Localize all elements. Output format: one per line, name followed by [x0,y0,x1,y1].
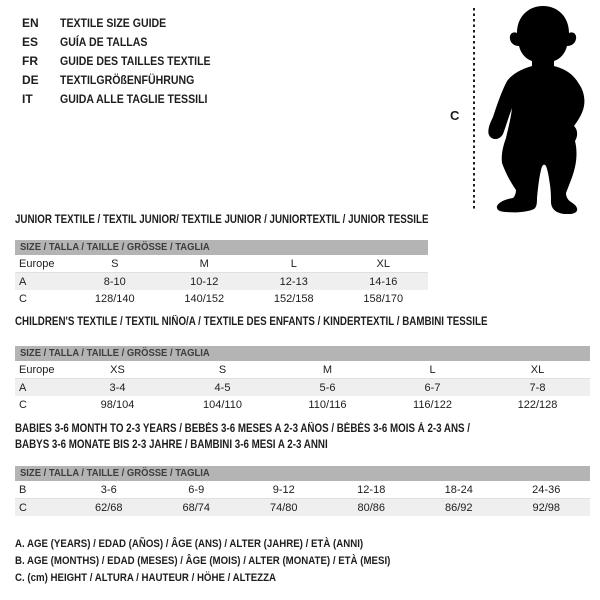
language-title: GUIDA ALLE TAGLIE TESSILI [60,92,208,106]
footnote: C. (cm) HEIGHT / ALTURA / HAUTEUR / HÖHE / ALTEZZA [15,572,277,584]
size-section-junior [15,212,428,307]
table-cell: XS [110,363,125,376]
size-header-label: SIZE / TALLA / TAILLE / GRÖSSE / TAGLIA [20,347,210,359]
table-cell: 68/74 [182,501,211,514]
language-code: ES [22,35,39,49]
table-row [15,379,590,397]
toddler-silhouette-image [481,2,595,214]
language-title: TEXTILGRÖßENFÜHRUNG [60,73,195,87]
table-cell: 62/68 [94,501,123,514]
table-cell: 12-18 [357,483,386,496]
table-cell: 7-8 [529,381,546,394]
row-label: Europe [19,363,55,376]
language-code: EN [22,16,39,30]
table-cell: L [290,257,297,270]
table-cell: 110/116 [308,398,347,411]
footnote-list [15,536,442,587]
table-cell: 24-36 [532,483,561,496]
height-measure-dashed-line [473,8,475,211]
language-row [22,52,231,71]
table-cell: 3-6 [100,483,117,496]
table-cell: 3-4 [109,381,126,394]
table-cell: 6-9 [188,483,205,496]
section-title: BABIES 3-6 MONTH TO 2-3 YEARS / BEBÉS 3-6 MESES A 2-3 AÑOS / BÉBÉS 3-6 MOIS À 2-3 ANS / [15,423,471,435]
size-table [15,361,590,413]
language-row [22,71,231,90]
size-header-bar [15,466,590,481]
size-section-children [15,314,590,413]
table-row [15,396,590,413]
language-code: DE [22,73,39,87]
size-header-bar [15,346,590,361]
language-list [22,14,231,109]
row-label: Europe [19,257,55,270]
height-measure-label: C [450,108,460,123]
size-table [15,481,590,516]
table-cell: 9-12 [272,483,295,496]
size-table [15,255,428,307]
table-cell: XL [530,363,545,376]
table-row [15,361,590,379]
table-cell: L [429,363,436,376]
table-row [15,481,590,499]
table-cell: 116/122 [413,398,452,411]
table-cell: 98/104 [100,398,135,411]
language-title: GUÍA DE TALLAS [60,35,148,49]
language-row [22,14,231,33]
row-label: B [19,483,27,496]
language-code: FR [22,54,38,68]
table-cell: M [199,257,209,270]
table-cell: XL [376,257,390,270]
row-label: A [19,381,27,394]
table-cell: 12-13 [279,275,308,288]
table-row [15,499,590,517]
row-label: C [19,501,27,514]
language-title: TEXTILE SIZE GUIDE [60,16,167,30]
footnote: B. AGE (MONTHS) / EDAD (MESES) / ÂGE (MOIS) / ALTER (MONATE) / ETÀ (MESI) [15,555,391,567]
row-label: C [19,292,27,305]
size-section-babies [15,421,590,516]
table-cell: 4-5 [214,381,231,394]
table-cell: 104/110 [203,398,242,411]
section-title: CHILDREN'S TEXTILE / TEXTIL NIÑO/A / TEXTILE DES ENFANTS / KINDERTEXTIL / BAMBINI TESSILE [15,316,488,328]
table-cell: 158/170 [363,292,404,305]
table-cell: 10-12 [190,275,219,288]
size-header-label: SIZE / TALLA / TAILLE / GRÖSSE / TAGLIA [20,467,210,479]
table-cell: 6-7 [424,381,441,394]
table-cell: 140/152 [184,292,225,305]
table-cell: S [218,363,227,376]
table-cell: 122/128 [517,398,558,411]
table-row [15,290,428,307]
language-row [22,90,231,109]
section-title: BABYS 3-6 MONATE BIS 2-3 JAHRE / BAMBINI 3-6 MESI A 2-3 ANNI [15,439,328,451]
size-header-bar [15,240,428,255]
footnote: A. AGE (YEARS) / EDAD (AÑOS) / ÂGE (ANS) / ALTER (JAHRE) / ETÀ (ANNI) [15,538,364,550]
language-row [22,33,231,52]
table-row [15,273,428,291]
table-cell: 92/98 [532,501,561,514]
row-label: A [19,275,27,288]
table-cell: 152/158 [273,292,314,305]
table-cell: S [111,257,119,270]
table-row [15,255,428,273]
table-cell: 74/80 [269,501,298,514]
table-cell: M [322,363,333,376]
section-title: JUNIOR TEXTILE / TEXTIL JUNIOR/ TEXTILE JUNIOR / JUNIORTEXTIL / JUNIOR TESSILE [15,214,429,226]
table-cell: 8-10 [103,275,126,288]
table-cell: 128/140 [94,292,135,305]
table-cell: 18-24 [444,483,473,496]
table-cell: 14-16 [369,275,398,288]
table-cell: 80/86 [357,501,386,514]
language-title: GUIDE DES TAILLES TEXTILE [60,54,211,68]
language-code: IT [22,92,33,106]
row-label: C [19,398,27,411]
size-header-label: SIZE / TALLA / TAILLE / GRÖSSE / TAGLIA [20,241,210,253]
table-cell: 5-6 [319,381,336,394]
table-cell: 86/92 [444,501,473,514]
